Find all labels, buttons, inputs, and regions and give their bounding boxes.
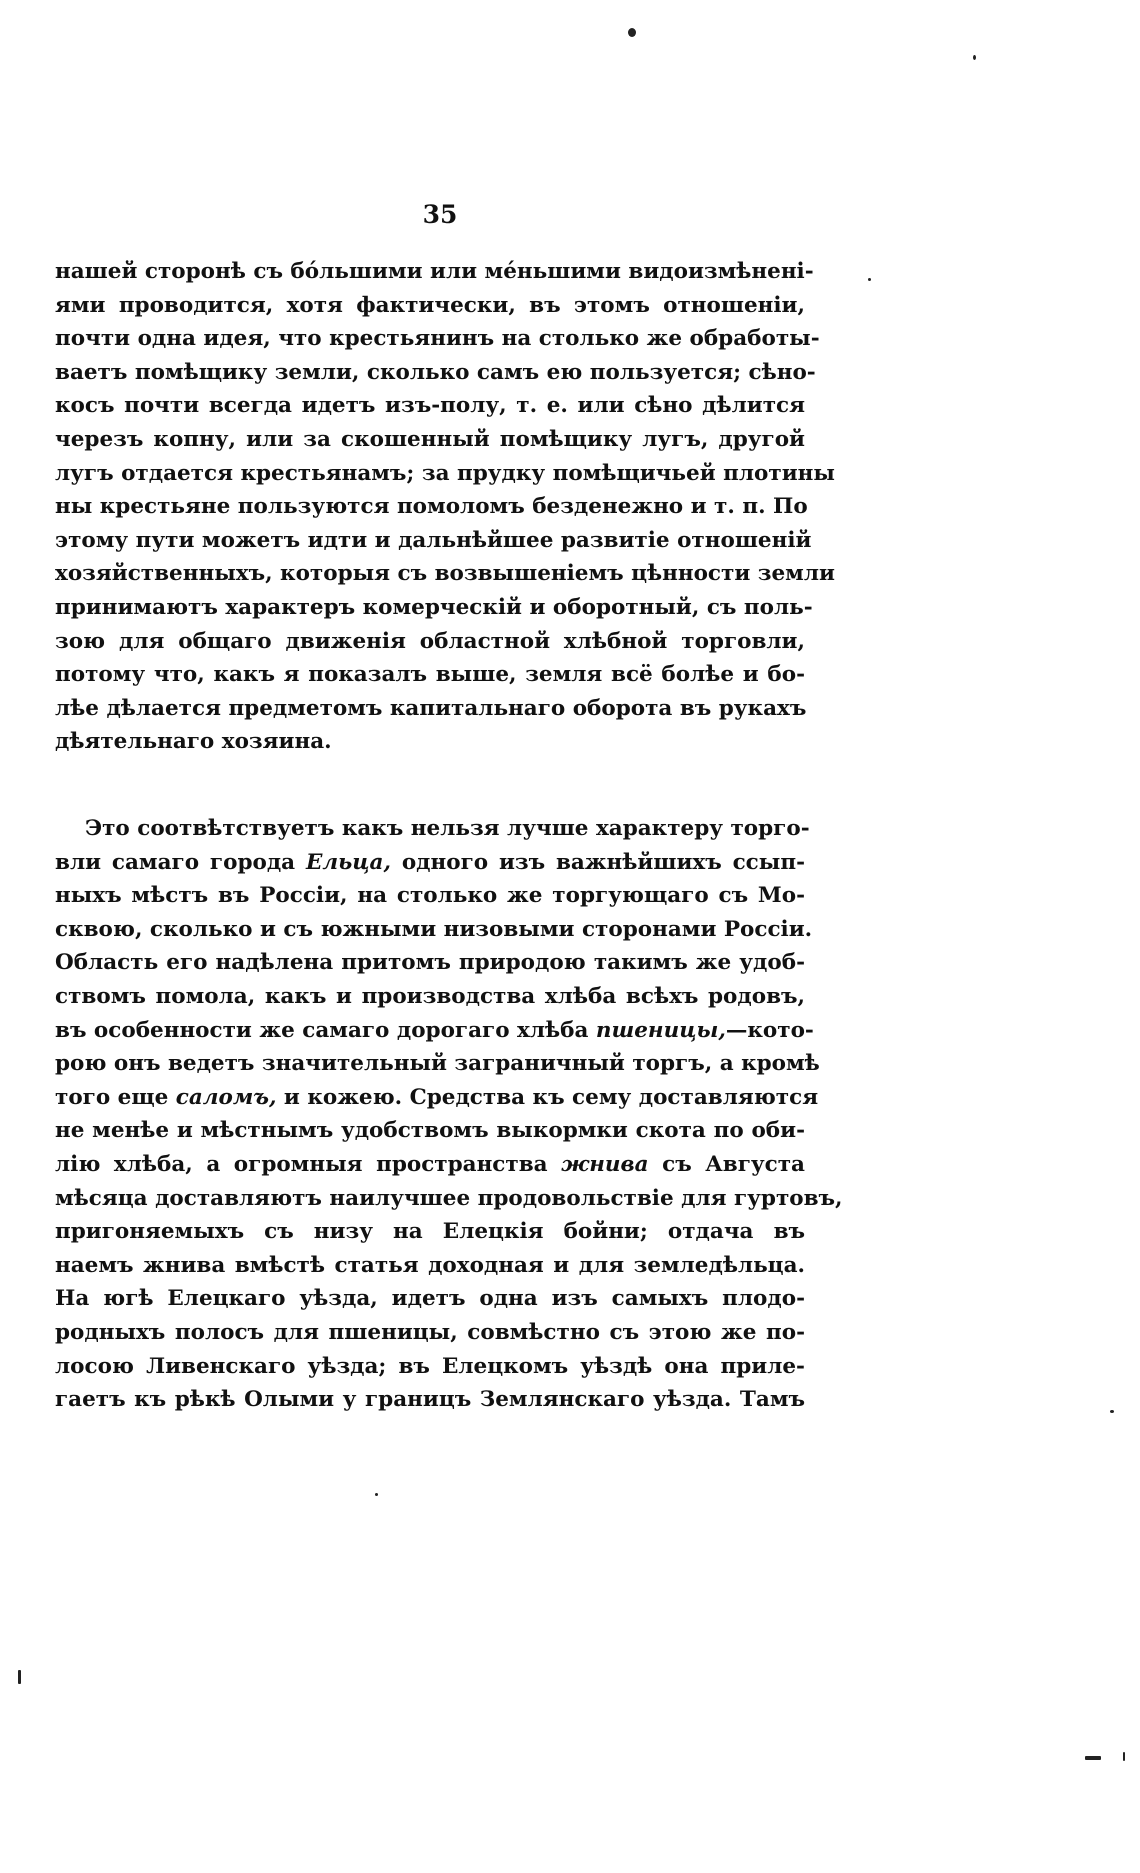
text-line: лосою Ливенскаго уѣзда; въ Елецкомъ уѣздѣ она приле- [55,1353,805,1379]
text-line: ваетъ помѣщику земли, сколько самъ ею пользуется; сѣно- [55,359,816,385]
scan-speck [1123,1752,1125,1761]
scan-speck [973,55,976,60]
scan-speck [1085,1756,1101,1760]
text-line: Область его надѣлена притомъ природою такимъ же удоб- [55,950,805,976]
text-line: принимаютъ характеръ комерческій и оборотный, съ поль- [55,594,813,620]
text-line: въ особенности же самаго дорогаго хлѣба пшеницы,—кото- [55,1017,814,1043]
text-line: гаетъ къ рѣкѣ Олыми у границъ Землянскаго уѣзда. Тамъ [55,1387,805,1413]
text-line: лѣе дѣлается предметомъ капитальнаго оборота въ рукахъ [55,695,807,721]
scan-speck [868,278,871,281]
text-line: хозяйственныхъ, которыя съ возвышеніемъ цѣнности земли [55,561,835,587]
scan-speck [1110,1410,1114,1413]
scan-speck [18,1670,21,1684]
text-line: косъ почти всегда идетъ изъ-полу, т. е. или сѣно дѣлится [55,393,805,419]
italic-term: Ельца, [305,849,391,875]
text-line: рою онъ ведетъ значительный заграничный торгъ, а кромѣ [55,1051,820,1077]
italic-term: пшеницы, [595,1017,726,1043]
text-line: потому что, какъ я показалъ выше, земля всё болѣе и бо- [55,662,805,688]
italic-term: саломъ, [175,1084,277,1110]
text-line: ями проводится, хотя фактически, въ этомъ отношеніи, [55,292,805,318]
text-line: На югѣ Елецкаго уѣзда, идетъ одна изъ самыхъ плодо- [55,1286,805,1312]
scan-speck [628,28,636,37]
text-line: лію хлѣба, а огромныя пространства жнива съ Августа [55,1151,805,1177]
page-number: 35 [422,200,458,229]
text-line: мѣсяца доставляютъ наилучшее продовольствіе для гуртовъ, [55,1185,843,1211]
paragraph-2 [55,812,843,1417]
text-line: этому пути можетъ идти и дальнѣйшее развитіе отношеній [55,527,812,553]
text-line: пригоняемыхъ съ низу на Елецкія бойни; отдача въ [55,1219,805,1245]
text-line: зою для общаго движенія областной хлѣбной торговли, [55,628,805,654]
text-line: не менѣе и мѣстнымъ удобствомъ выкормки скота по оби- [55,1118,805,1144]
text-line: родныхъ полосъ для пшеницы, совмѣстно съ этою же по- [55,1319,805,1345]
text-line: черезъ копну, или за скошенный помѣщику лугъ, другой [55,426,805,452]
text-line: почти одна идея, что крестьянинъ на столько же обработы- [55,326,820,352]
text-line: ныхъ мѣстъ въ Россіи, на столько же торгующаго съ Мо- [55,883,805,909]
text-line: наемъ жнива вмѣстѣ статья доходная и для земледѣльца. [55,1252,805,1278]
text-line: ны крестьяне пользуются помоломъ безденежно и т. п. По [55,494,808,520]
text-line: нашей сторонѣ съ бо́льшими или ме́ньшими видоизмѣнені- [55,259,814,284]
text-line: сквою, сколько и съ южными низовыми сторонами Россіи. [55,916,813,942]
text-line: вли самаго города Ельца, одного изъ важнѣйшихъ ссып- [55,849,805,875]
text-line: лугъ отдается крестьянамъ; за прудку помѣщичьей плотины [55,460,835,486]
italic-term: жнива [561,1151,649,1177]
scan-speck [375,1493,378,1496]
text-line: Это соотвѣтствуетъ какъ нельзя лучше характеру торго- [85,816,810,841]
text-line: того еще саломъ, и кожею. Средства къ сему доставляются [55,1084,819,1110]
text-line: дѣятельнаго хозяина. [55,729,332,755]
paragraph-1 [55,255,835,759]
text-line: ствомъ помола, какъ и производства хлѣба всѣхъ родовъ, [55,983,805,1009]
